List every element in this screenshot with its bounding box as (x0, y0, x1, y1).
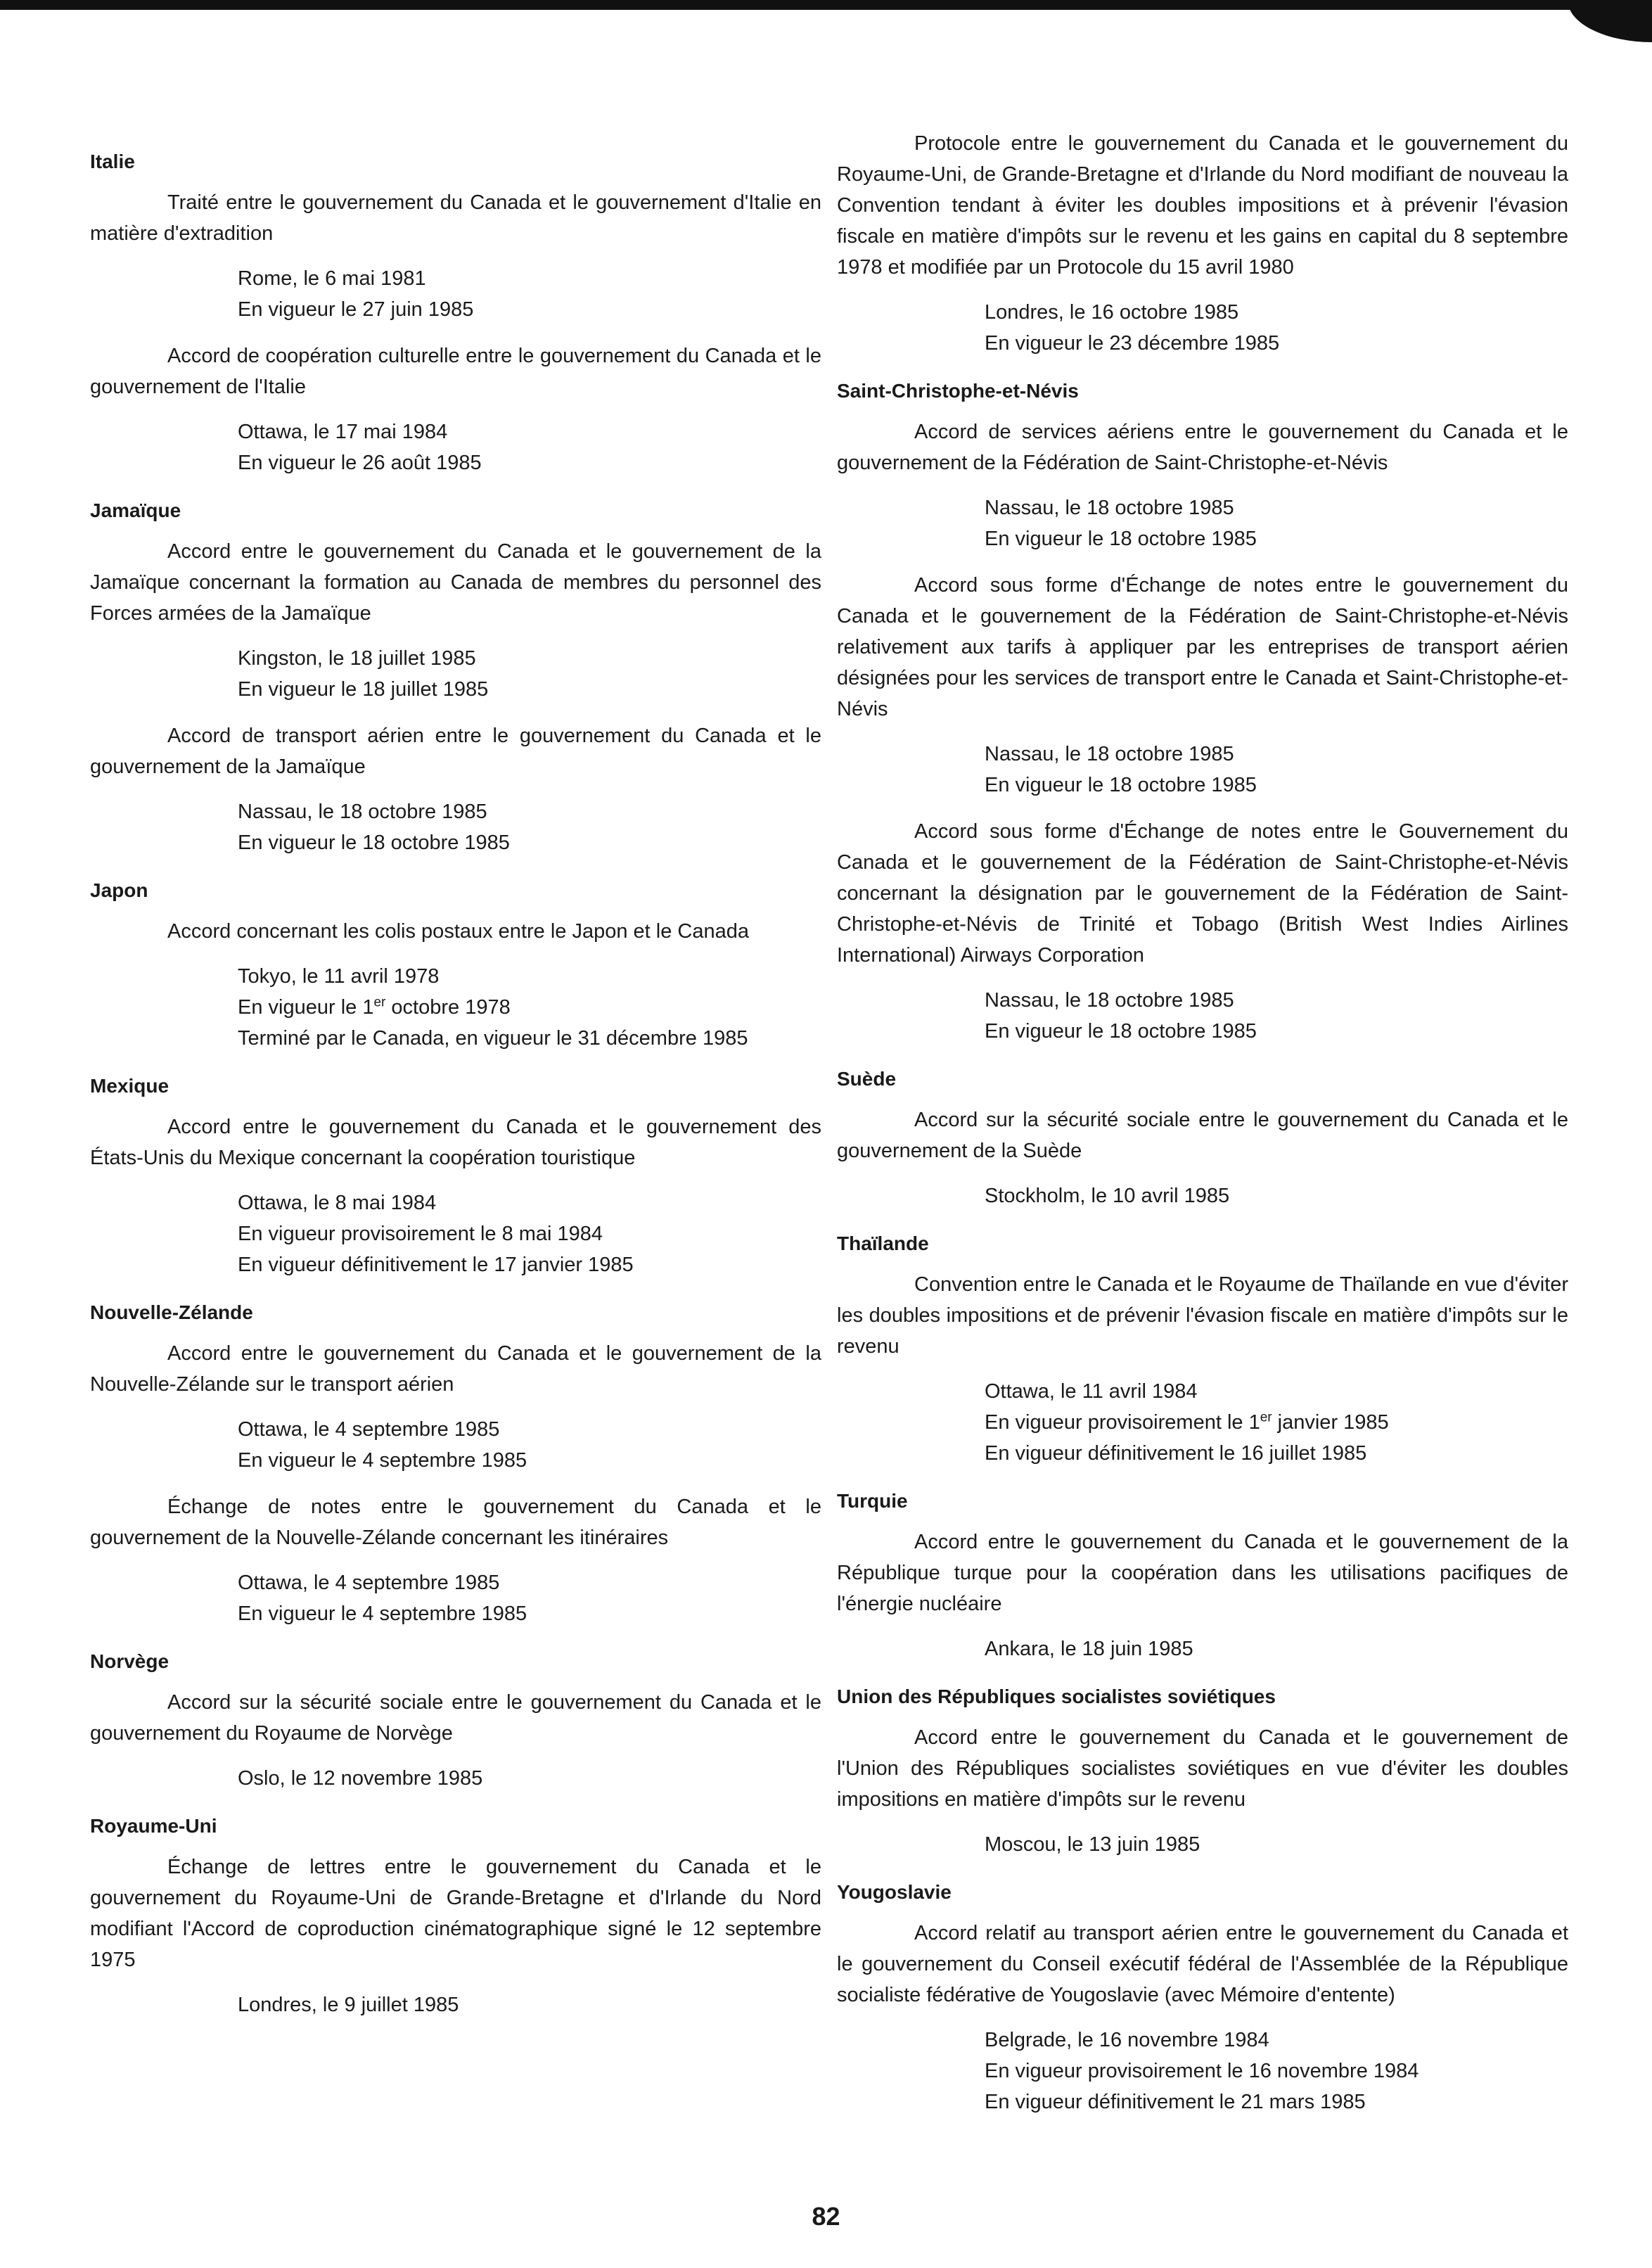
treaty-title: Accord sous forme d'Échange de notes entre le gouvernement du Canada et le gouvernement de la Fédération de Saint-Christophe-et-Névis relativement aux tarifs à appliquer par les entreprises de transport aérien désignées pour les services de transport entre le Canada et Saint-Christophe-et-Névis (837, 574, 1568, 720)
treaty-details (238, 416, 821, 478)
country-heading: Yougoslavie (837, 1881, 952, 1903)
treaty-entry (90, 187, 821, 325)
detail-line: Oslo, le 12 novembre 1985 (238, 1767, 483, 1790)
treaty-details (985, 492, 1568, 554)
detail-line: Nassau, le 18 octobre 1985 (238, 801, 487, 823)
treaty-details (985, 1376, 1568, 1469)
treaty-title: Accord relatif au transport aérien entre le gouvernement du Canada et le gouvernement du Conseil exécutif fédéral de l'Assemblée de la République socialiste fédérative de Yougoslavie (avec Mémoire d'entente) (837, 1922, 1568, 2006)
treaty-details (238, 263, 821, 325)
detail-line: Ottawa, le 17 mai 1984 (238, 421, 448, 443)
treaty-details (238, 643, 821, 705)
detail-line: Nassau, le 18 octobre 1985 (985, 497, 1234, 519)
country-heading: Mexique (90, 1075, 169, 1097)
country-heading: Suède (837, 1068, 897, 1090)
country-heading: Turquie (837, 1490, 908, 1512)
detail-line: Rome, le 6 mai 1981 (238, 267, 426, 290)
treaty-entry (837, 1104, 1568, 1211)
treaty-details (985, 1180, 1568, 1211)
treaty-title: Accord entre le gouvernement du Canada et le gouvernement de la République turque pour la coopération dans les utilisations pacifiques de l'énergie nucléaire (837, 1531, 1568, 1615)
detail-line: En vigueur le 4 septembre 1985 (238, 1603, 527, 1625)
detail-line: Nassau, le 18 octobre 1985 (985, 989, 1234, 1012)
treaty-details (238, 1414, 821, 1476)
detail-line: En vigueur le 4 septembre 1985 (238, 1449, 527, 1472)
detail-line: Ottawa, le 4 septembre 1985 (238, 1418, 500, 1441)
treaty-details (985, 739, 1568, 801)
treaty-details (985, 297, 1568, 359)
treaty-title: Accord de services aériens entre le gouvernement du Canada et le gouvernement de la Fédération de Saint-Christophe-et-Névis (837, 421, 1568, 474)
detail-line: Londres, le 9 juillet 1985 (238, 1994, 459, 2016)
treaty-entry (837, 1918, 1568, 2117)
detail-text: janvier 1985 (1272, 1411, 1389, 1434)
treaty-details (238, 1989, 821, 2020)
treaty-title: Accord sur la sécurité sociale entre le gouvernement du Canada et le gouvernement de la Suède (837, 1109, 1568, 1162)
detail-line: Ottawa, le 11 avril 1984 (985, 1380, 1198, 1403)
treaty-entry (90, 1338, 821, 1476)
detail-line: Ottawa, le 4 septembre 1985 (238, 1572, 500, 1594)
treaty-details (238, 1567, 821, 1629)
treaty-entry (837, 1527, 1568, 1664)
treaty-details (985, 2025, 1568, 2117)
country-heading: Jamaïque (90, 499, 181, 521)
detail-line (985, 1407, 1568, 1438)
detail-line: En vigueur le 18 octobre 1985 (985, 774, 1257, 796)
treaty-details (238, 1763, 821, 1794)
treaty-entry (90, 1852, 821, 2020)
treaty-details (985, 1633, 1568, 1664)
treaty-entry (837, 1722, 1568, 1860)
treaty-entry (837, 1269, 1568, 1469)
treaty-details (238, 961, 821, 1054)
ordinal-superscript: er (373, 995, 386, 1010)
detail-line: En vigueur définitivement le 16 juillet 1985 (985, 1442, 1367, 1465)
treaty-title: Protocole entre le gouvernement du Canada et le gouvernement du Royaume-Uni, de Grande-Bretagne et d'Irlande du Nord modifiant de nouveau la Convention tendant à éviter les doubles impositions et à prévenir l'évasion fiscale en matière d'impôts sur le revenu et les gains en capital du 8 septembre 1978 et modifiée par un Protocole du 15 avril 1980 (837, 132, 1568, 279)
detail-line: Ottawa, le 8 mai 1984 (238, 1192, 437, 1214)
detail-line: En vigueur le 27 juin 1985 (238, 298, 474, 321)
treaty-title: Accord de coopération culturelle entre le gouvernement du Canada et le gouvernement de l'Italie (90, 345, 821, 398)
ordinal-superscript: er (1260, 1410, 1272, 1425)
country-heading: Union des Républiques socialistes soviétiques (837, 1686, 1276, 1707)
country-heading: Italie (90, 151, 135, 172)
treaty-entry (837, 570, 1568, 801)
treaty-details (238, 796, 821, 858)
treaty-entry (90, 1687, 821, 1794)
detail-text: En vigueur le 1 (238, 996, 374, 1019)
detail-line: En vigueur le 18 octobre 1985 (985, 528, 1257, 550)
treaty-details (985, 985, 1568, 1047)
right-column (837, 128, 1568, 2133)
treaty-title: Échange de notes entre le gouvernement du Canada et le gouvernement de la Nouvelle-Zélande concernant les itinéraires (90, 1496, 821, 1549)
country-heading: Thaïlande (837, 1232, 929, 1254)
country-heading: Nouvelle-Zélande (90, 1301, 253, 1323)
treaty-entry (837, 128, 1568, 359)
country-heading: Japon (90, 879, 148, 901)
treaty-title: Accord entre le gouvernement du Canada et le gouvernement de la Nouvelle-Zélande sur le transport aérien (90, 1342, 821, 1396)
detail-line: En vigueur provisoirement le 8 mai 1984 (238, 1223, 603, 1245)
country-heading: Royaume-Uni (90, 1815, 217, 1837)
detail-line: En vigueur provisoirement le 16 novembre 1984 (985, 2060, 1419, 2082)
detail-line: En vigueur le 18 octobre 1985 (985, 1020, 1257, 1043)
treaty-entry (90, 1491, 821, 1629)
treaty-entry (90, 1111, 821, 1280)
treaty-entry (90, 720, 821, 858)
detail-line: Tokyo, le 11 avril 1978 (238, 965, 440, 988)
treaty-entry (90, 536, 821, 705)
treaty-details (985, 1829, 1568, 1860)
detail-line: Moscou, le 13 juin 1985 (985, 1833, 1200, 1856)
country-heading: Saint-Christophe-et-Névis (837, 380, 1079, 402)
treaty-title: Accord entre le gouvernement du Canada et le gouvernement de la Jamaïque concernant la formation au Canada de membres du personnel des Forces armées de la Jamaïque (90, 540, 821, 625)
detail-line: En vigueur le 18 octobre 1985 (238, 832, 510, 854)
detail-line: Terminé par le Canada, en vigueur le 31 décembre 1985 (238, 1027, 748, 1050)
treaty-title: Accord concernant les colis postaux entre le Japon et le Canada (167, 920, 749, 943)
page-number: 82 (812, 2202, 840, 2231)
detail-line: Ankara, le 18 juin 1985 (985, 1638, 1193, 1660)
treaty-title: Accord sous forme d'Échange de notes entre le Gouvernement du Canada et le gouvernement de la Fédération de Saint-Christophe-et-Névis concernant la désignation par le gouvernement de la Fédération de Saint-Christophe-et-Névis de Trinité et Tobago (British West Indies Airlines International) Airways Corporation (837, 820, 1568, 967)
treaty-entry (837, 816, 1568, 1047)
treaty-entry (90, 916, 821, 1054)
detail-line (238, 992, 821, 1023)
detail-text: En vigueur provisoirement le 1 (985, 1411, 1260, 1434)
treaty-title: Accord entre le gouvernement du Canada et le gouvernement des États-Unis du Mexique concernant la coopération touristique (90, 1116, 821, 1169)
treaty-title: Échange de lettres entre le gouvernement du Canada et le gouvernement du Royaume-Uni de Grande-Bretagne et d'Irlande du Nord modifiant l'Accord de coproduction cinématographique signé le 12 septembre 1975 (90, 1856, 821, 1971)
detail-line: Belgrade, le 16 novembre 1984 (985, 2029, 1269, 2051)
page-corner-shadow (1568, 0, 1652, 42)
detail-line: Stockholm, le 10 avril 1985 (985, 1185, 1230, 1207)
treaty-title: Accord de transport aérien entre le gouvernement du Canada et le gouvernement de la Jamaïque (90, 725, 821, 778)
detail-text: octobre 1978 (385, 996, 511, 1019)
left-column (90, 128, 821, 2036)
treaty-title: Traité entre le gouvernement du Canada et le gouvernement d'Italie en matière d'extradition (90, 191, 821, 245)
detail-line: Nassau, le 18 octobre 1985 (985, 743, 1234, 765)
detail-line: Kingston, le 18 juillet 1985 (238, 647, 476, 670)
detail-line: En vigueur le 23 décembre 1985 (985, 332, 1280, 355)
treaty-details (238, 1187, 821, 1280)
treaty-entry (90, 340, 821, 478)
detail-line: En vigueur le 18 juillet 1985 (238, 678, 489, 701)
detail-line: En vigueur définitivement le 21 mars 1985 (985, 2091, 1366, 2113)
treaty-title: Accord entre le gouvernement du Canada et le gouvernement de l'Union des Républiques socialistes soviétiques en vue d'éviter les doubles impositions en matière d'impôts sur le revenu (837, 1726, 1568, 1811)
page-top-edge (0, 0, 1652, 10)
detail-line: En vigueur définitivement le 17 janvier 1985 (238, 1254, 634, 1276)
country-heading: Norvège (90, 1650, 169, 1672)
treaty-title: Convention entre le Canada et le Royaume de Thaïlande en vue d'éviter les doubles impositions et de prévenir l'évasion fiscale en matière d'impôts sur le revenu (837, 1273, 1568, 1358)
treaty-title: Accord sur la sécurité sociale entre le gouvernement du Canada et le gouvernement du Royaume de Norvège (90, 1691, 821, 1745)
detail-line: Londres, le 16 octobre 1985 (985, 301, 1239, 324)
detail-line: En vigueur le 26 août 1985 (238, 452, 482, 474)
treaty-entry (837, 416, 1568, 554)
